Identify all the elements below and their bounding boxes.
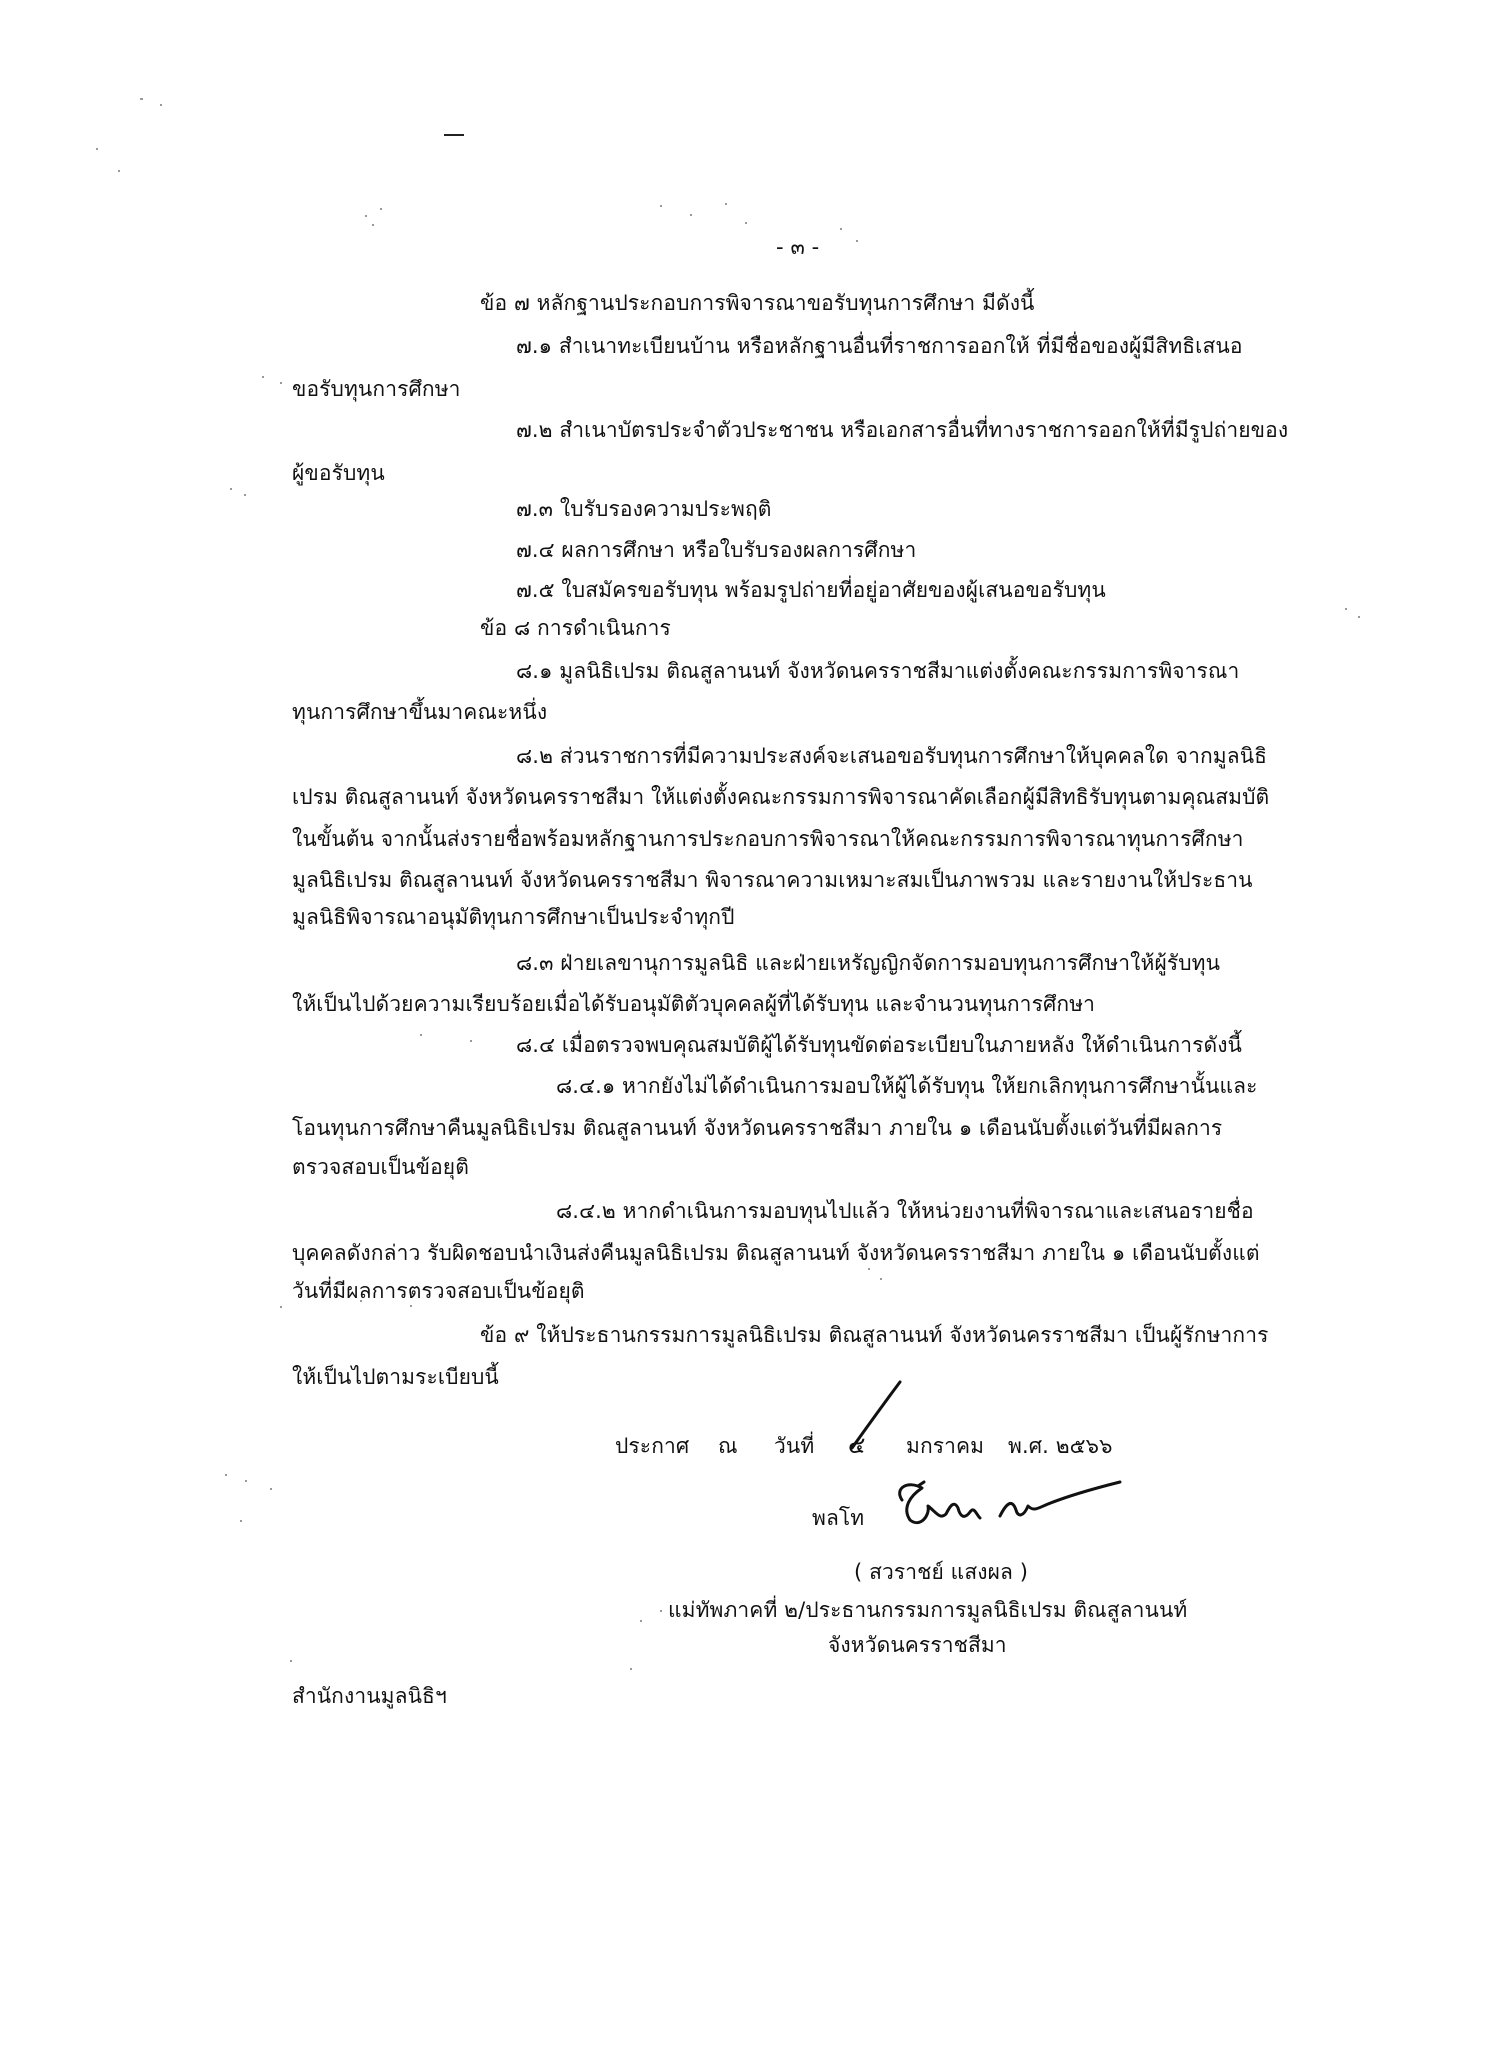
clause7-item2-line2: ผู้ขอรับทุน <box>292 461 385 485</box>
clause8-item2-line5: มูลนิธิพิจารณาอนุมัติทุนการศึกษาเป็นประจำทุกปี <box>292 905 735 929</box>
clause9-line1: ข้อ ๙ ให้ประธานกรรมการมูลนิธิเปรม ติณสูลานนท์ จังหวัดนครราชสีมา เป็นผู้รักษาการ <box>480 1323 1269 1347</box>
clause8-item1-line2: ทุนการศึกษาขึ้นมาคณะหนึ่ง <box>292 700 548 724</box>
announcement-date-label: วันที่ <box>774 1434 815 1458</box>
clause8-item1-line1: ๘.๑ มูลนิธิเปรม ติณสูลานนท์ จังหวัดนครราชสีมาแต่งตั้งคณะกรรมการพิจารณา <box>516 659 1240 683</box>
announcement-label: ประกาศ <box>615 1434 690 1458</box>
clause8-item41-line2: โอนทุนการศึกษาคืนมูลนิธิเปรม ติณสูลานนท์ จังหวัดนครราชสีมา ภายใน ๑ เดือนนับตั้งแต่วันที่มีผลการ <box>292 1116 1223 1140</box>
clause8-item2-line2: เปรม ติณสูลานนท์ จังหวัดนครราชสีมา ให้แต่งตั้งคณะกรรมการพิจารณาคัดเลือกผู้มีสิทธิรับทุนตามคุณสมบัติ <box>292 785 1270 809</box>
clause8-item42-line1: ๘.๔.๒ หากดำเนินการมอบทุนไปแล้ว ให้หน่วยงานที่พิจารณาและเสนอรายชื่อ <box>556 1199 1254 1223</box>
clause8-item3-line2: ให้เป็นไปด้วยความเรียบร้อยเมื่อได้รับอนุมัติตัวบุคคลผู้ที่ได้รับทุน และจำนวนทุนการศึกษา <box>292 992 1096 1016</box>
page-number: - ๓ - <box>776 235 820 259</box>
clause7-item4: ๗.๔ ผลการศึกษา หรือใบรับรองผลการศึกษา <box>516 538 917 562</box>
clause8-item41-line1: ๘.๔.๑ หากยังไม่ได้ดำเนินการมอบให้ผู้ได้รับทุน ให้ยกเลิกทุนการศึกษานั้นและ <box>556 1074 1258 1098</box>
clause8-item2-line1: ๘.๒ ส่วนราชการที่มีความประสงค์จะเสนอขอรับทุนการศึกษาให้บุคคลใด จากมูลนิธิ <box>516 744 1268 768</box>
handwritten-signature <box>888 1466 1128 1546</box>
clause7-item1-line2: ขอรับทุนการศึกษา <box>292 377 461 401</box>
clause7-item5: ๗.๕ ใบสมัครขอรับทุน พร้อมรูปถ่ายที่อยู่อาศัยของผู้เสนอขอรับทุน <box>516 578 1106 602</box>
clause7-item1-line1: ๗.๑ สำเนาทะเบียนบ้าน หรือหลักฐานอื่นที่ราชการออกให้ ที่มีชื่อของผู้มีสิทธิเสนอ <box>516 334 1243 358</box>
clause7-heading: ข้อ ๗ หลักฐานประกอบการพิจารณาขอรับทุนการศึกษา มีดังนี้ <box>480 291 1035 315</box>
clause8-item4: ๘.๔ เมื่อตรวจพบคุณสมบัติผู้ได้รับทุนขัดต่อระเบียบในภายหลัง ให้ดำเนินการดังนี้ <box>516 1033 1243 1057</box>
signature-rank: พลโท <box>812 1506 865 1530</box>
clause8-item42-line3: วันที่มีผลการตรวจสอบเป็นข้อยุติ <box>292 1279 585 1303</box>
announcement-year: พ.ศ. ๒๕๖๖ <box>1008 1434 1113 1458</box>
clause8-item42-line2: บุคคลดังกล่าว รับผิดชอบนำเงินส่งคืนมูลนิธิเปรม ติณสูลานนท์ จังหวัดนครราชสีมา ภายใน ๑ เดือนนับตั้งแต่ <box>292 1241 1260 1265</box>
announcement-month: มกราคม <box>906 1434 985 1458</box>
office-label: สำนักงานมูลนิธิฯ <box>292 1684 447 1708</box>
signatory-name: ( สวราชย์ แสงผล ) <box>854 1560 1029 1584</box>
signatory-position-line2: จังหวัดนครราชสีมา <box>828 1633 1007 1657</box>
clause9-line2: ให้เป็นไปตามระเบียบนี้ <box>292 1365 499 1389</box>
handwritten-date-stroke <box>830 1378 910 1468</box>
signatory-position-line1: แม่ทัพภาคที่ ๒/ประธานกรรมการมูลนิธิเปรม ติณสูลานนท์ <box>668 1598 1188 1622</box>
clause8-item3-line1: ๘.๓ ฝ่ายเลขานุการมูลนิธิ และฝ่ายเหรัญญิกจัดการมอบทุนการศึกษาให้ผู้รับทุน <box>516 951 1221 975</box>
announcement-at: ณ <box>718 1434 738 1458</box>
clause8-item41-line3: ตรวจสอบเป็นข้อยุติ <box>292 1155 469 1179</box>
clause7-item2-line1: ๗.๒ สำเนาบัตรประจำตัวประชาชน หรือเอกสารอื่นที่ทางราชการออกให้ที่มีรูปถ่ายของ <box>516 418 1289 442</box>
clause7-item3: ๗.๓ ใบรับรองความประพฤติ <box>516 497 772 521</box>
announcement-day: ๔ <box>848 1433 866 1459</box>
clause8-item2-line3: ในขั้นต้น จากนั้นส่งรายชื่อพร้อมหลักฐานการประกอบการพิจารณาให้คณะกรรมการพิจารณาทุนการศึกษา <box>292 827 1244 851</box>
clause8-item2-line4: มูลนิธิเปรม ติณสูลานนท์ จังหวัดนครราชสีมา พิจารณาความเหมาะสมเป็นภาพรวม และรายงานให้ประธาน <box>292 868 1253 892</box>
clause8-heading: ข้อ ๘ การดำเนินการ <box>480 616 671 640</box>
